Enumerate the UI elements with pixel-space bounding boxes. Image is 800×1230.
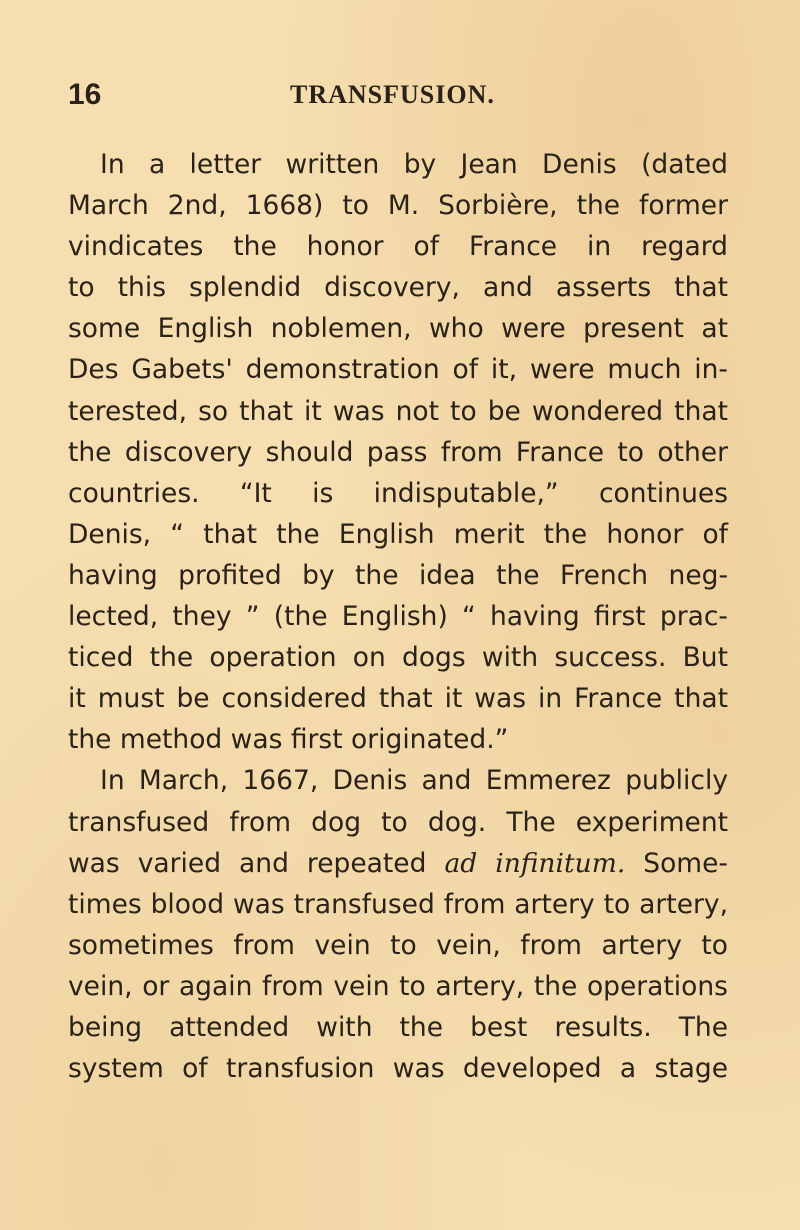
text-line: In a letter written by Jean Denis (dated	[100, 149, 728, 180]
text-line: the method was first originated.”	[68, 724, 509, 756]
running-head	[68, 78, 728, 118]
text-line: transfused from dog to dog. The experiment	[68, 806, 728, 838]
text-line: being attended with the best results. The	[68, 1011, 728, 1043]
text-line-mixed	[68, 843, 728, 884]
text-line: system of transfusion was developed a stage	[68, 1053, 728, 1085]
text-line: Des Gabets' demonstration of it, were much in-	[68, 354, 728, 386]
text-line: times blood was transfused from artery to artery,	[68, 888, 728, 920]
text-line: vindicates the honor of France in regard	[68, 231, 728, 263]
text-line: the discovery should pass from France to other	[68, 436, 728, 468]
text-line: terested, so that it was not to be wondered that	[68, 395, 728, 427]
text-line: some English noblemen, who were present at	[68, 313, 728, 345]
latin-phrase: ad infinitum.	[444, 847, 626, 879]
text-line: vein, or again from vein to artery, the operations	[68, 970, 728, 1002]
text-line: ticed the operation on dogs with success. But	[68, 642, 728, 674]
text-line: having profited by the idea the French neg-	[68, 559, 728, 591]
text-line: lected, they ” (the English) “ having first prac-	[68, 601, 728, 633]
running-title: TRANSFUSION.	[290, 80, 495, 109]
text-line: it must be considered that it was in France that	[68, 683, 728, 715]
text-line: sometimes from vein to vein, from artery to	[68, 929, 728, 961]
text-segment: was varied and repeated	[68, 847, 427, 879]
text-segment: Some-	[643, 847, 728, 879]
body-text	[68, 144, 728, 1089]
text-line: March 2nd, 1668) to M. Sorbière, the former	[68, 190, 728, 222]
text-line: to this splendid discovery, and asserts that	[68, 272, 728, 304]
text-line: In March, 1667, Denis and Emmerez publicly	[100, 765, 728, 797]
page-number: 16	[68, 78, 102, 111]
text-line: countries. “It is indisputable,” continues	[68, 477, 728, 509]
text-line: Denis, “ that the English merit the honor of	[68, 518, 728, 550]
